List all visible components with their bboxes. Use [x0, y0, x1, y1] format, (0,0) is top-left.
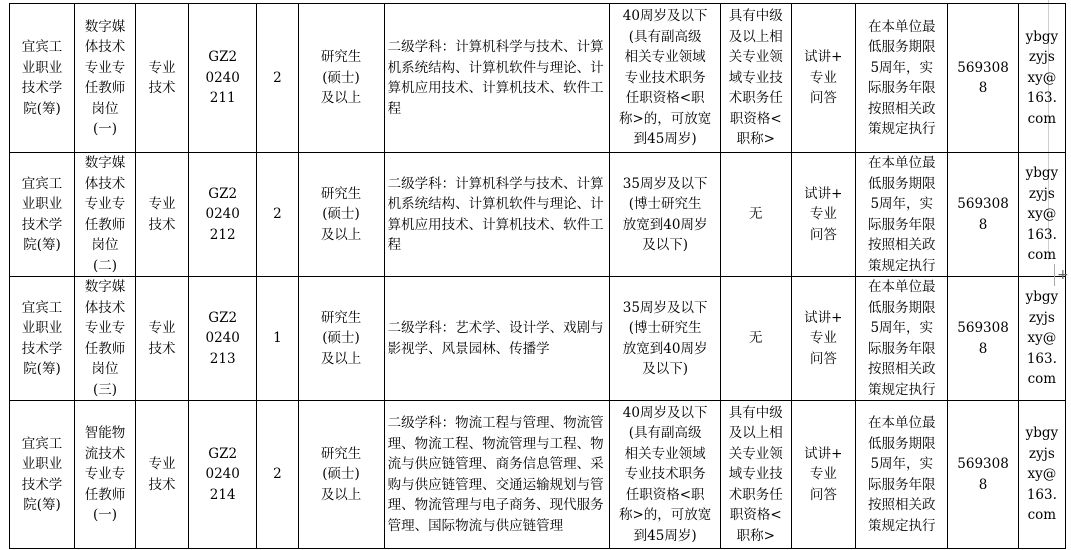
- unit-cell: [10, 401, 75, 549]
- count-cell-text: 2: [273, 206, 282, 223]
- count-cell: [257, 401, 298, 549]
- count-cell-text: 2: [273, 466, 282, 483]
- unit-cell-text: 宜宾工 业职业 技术学 院(筹): [21, 39, 63, 117]
- other-requirement-cell: [856, 401, 948, 549]
- email-cell: [1018, 153, 1065, 277]
- phone-cell: [948, 277, 1018, 401]
- plus-icon[interactable]: +: [1054, 264, 1071, 286]
- email-cell-text: ybgy zyjs xy@ 163. com: [1025, 289, 1059, 388]
- count-cell: [257, 277, 298, 401]
- code-cell-text: GZ2 0240 214: [205, 445, 240, 503]
- category-cell-text: 专业 技术: [148, 320, 176, 357]
- count-cell-text: 2: [273, 69, 282, 86]
- age-cell: [610, 153, 721, 277]
- table-row: [10, 401, 1066, 549]
- education-cell: [298, 401, 384, 549]
- position-cell-text: 数字媒 体技术 专业专 任教师 岗位 (一): [84, 18, 126, 137]
- title-requirement-cell: [721, 277, 792, 401]
- exam-method-cell: [791, 4, 856, 153]
- position-cell-text: 智能物 流技术 专业专 任教师 (一): [84, 425, 126, 524]
- category-cell: [136, 401, 189, 549]
- count-cell: [257, 4, 298, 153]
- code-cell: [188, 4, 256, 153]
- other-requirement-cell: [856, 277, 948, 401]
- other-requirement-cell-text: 在本单位最 低服务期限 5周年，实 际服务年限 按照相关政 策规定执行: [868, 279, 936, 398]
- phone-cell: [948, 401, 1018, 549]
- major-cell: [384, 4, 610, 153]
- unit-cell-text: 宜宾工 业职业 技术学 院(筹): [21, 435, 63, 513]
- age-cell-text: 40周岁及以下 (具有副高级 相关专业领域 专业技术职务 任职资格<职 称>的，可放宽 到45周岁): [618, 404, 712, 544]
- category-cell-text: 专业 技术: [148, 196, 176, 233]
- age-cell: [610, 401, 721, 549]
- email-cell: [1018, 277, 1065, 401]
- unit-cell: [10, 4, 75, 153]
- table-row: [10, 277, 1066, 401]
- exam-method-cell: [791, 277, 856, 401]
- age-cell: [610, 4, 721, 153]
- other-requirement-cell-text: 在本单位最 低服务期限 5周年，实 际服务年限 按照相关政 策规定执行: [868, 18, 936, 137]
- title-requirement-cell-text: 无: [749, 330, 763, 347]
- unit-cell-text: 宜宾工 业职业 技术学 院(筹): [21, 299, 63, 377]
- email-cell-text: ybgy zyjs xy@ 163. com: [1025, 28, 1059, 127]
- code-cell-text: GZ2 0240 211: [205, 49, 240, 107]
- position-cell: [74, 4, 135, 153]
- major-cell-text: 二级学科：艺术学、设计学、戏剧与影视学、风景园林、传播学: [387, 320, 604, 357]
- education-cell: [298, 4, 384, 153]
- title-requirement-cell: [721, 4, 792, 153]
- phone-cell-text: 569308 8: [957, 59, 1009, 96]
- email-cell: [1018, 4, 1065, 153]
- other-requirement-cell: [856, 4, 948, 153]
- title-requirement-cell-text: 具有中级 及以上相 关专业领 域专业技 术职务任 职资格< 职称>: [728, 404, 783, 544]
- phone-cell-text: 569308 8: [957, 196, 1009, 233]
- phone-cell: [948, 153, 1018, 277]
- count-cell-text: 1: [273, 330, 282, 347]
- exam-method-cell-text: 试讲+ 专业 问答: [804, 445, 843, 503]
- age-cell-text: 40周岁及以下 (具有副高级 相关专业领域 专业技术职务 任职资格<职 称>的，可放宽 到45周岁): [618, 8, 712, 148]
- category-cell: [136, 153, 189, 277]
- other-requirement-cell-text: 在本单位最 低服务期限 5周年，实 际服务年限 按照相关政 策规定执行: [868, 155, 936, 274]
- position-cell-text: 数字媒 体技术 专业专 任教师 岗位 (三): [84, 279, 126, 398]
- position-cell: [74, 401, 135, 549]
- position-cell-text: 数字媒 体技术 专业专 任教师 岗位 (二): [84, 155, 126, 274]
- education-cell: [298, 153, 384, 277]
- email-cell-text: ybgy zyjs xy@ 163. com: [1025, 425, 1059, 524]
- unit-cell: [10, 277, 75, 401]
- major-cell-text: 二级学科：计算机科学与技术、计算机系统结构、计算机软件与理论、计算机应用技术、计算机技术、软件工程: [387, 175, 604, 253]
- category-cell-text: 专业 技术: [148, 59, 176, 96]
- table-row: [10, 4, 1066, 153]
- unit-cell: [10, 153, 75, 277]
- education-cell-text: 研究生 (硕士) 及以上: [320, 445, 362, 503]
- education-cell-text: 研究生 (硕士) 及以上: [320, 185, 362, 243]
- table-row: [10, 153, 1066, 277]
- age-cell: [610, 277, 721, 401]
- recruitment-table: [9, 3, 1066, 549]
- major-cell-text: 二级学科：物流工程与管理、物流管理、物流工程、物流管理与工程、物流与供应链管理、商务信息管理、采购与供应链管理、交通运输规划与管理、物流管理与电子商务、现代服务管理、国际物流与供应链管理: [387, 415, 604, 534]
- email-cell-text: ybgy zyjs xy@ 163. com: [1025, 165, 1059, 264]
- major-cell: [384, 277, 610, 401]
- email-cell: [1018, 401, 1065, 549]
- exam-method-cell: [791, 401, 856, 549]
- position-cell: [74, 277, 135, 401]
- other-requirement-cell-text: 在本单位最 低服务期限 5周年，实 际服务年限 按照相关政 策规定执行: [868, 415, 936, 534]
- education-cell: [298, 277, 384, 401]
- category-cell: [136, 4, 189, 153]
- major-cell: [384, 401, 610, 549]
- education-cell-text: 研究生 (硕士) 及以上: [320, 49, 362, 107]
- code-cell: [188, 401, 256, 549]
- title-requirement-cell: [721, 153, 792, 277]
- exam-method-cell-text: 试讲+ 专业 问答: [804, 185, 843, 243]
- code-cell: [188, 153, 256, 277]
- code-cell: [188, 277, 256, 401]
- code-cell-text: GZ2 0240 213: [205, 309, 240, 367]
- exam-method-cell-text: 试讲+ 专业 问答: [804, 309, 843, 367]
- exam-method-cell-text: 试讲+ 专业 问答: [804, 49, 843, 107]
- exam-method-cell: [791, 153, 856, 277]
- unit-cell-text: 宜宾工 业职业 技术学 院(筹): [21, 175, 63, 253]
- title-requirement-cell: [721, 401, 792, 549]
- code-cell-text: GZ2 0240 212: [205, 185, 240, 243]
- position-cell: [74, 153, 135, 277]
- count-cell: [257, 153, 298, 277]
- phone-cell: [948, 4, 1018, 153]
- age-cell-text: 35周岁及以下 (博士研究生 放宽到40周岁 及以下): [622, 299, 708, 377]
- phone-cell-text: 569308 8: [957, 456, 1009, 493]
- phone-cell-text: 569308 8: [957, 320, 1009, 357]
- major-cell: [384, 153, 610, 277]
- title-requirement-cell-text: 具有中级 及以上相 关专业领 域专业技 术职务任 职资格< 职称>: [728, 8, 783, 148]
- category-cell: [136, 277, 189, 401]
- other-requirement-cell: [856, 153, 948, 277]
- major-cell-text: 二级学科：计算机科学与技术、计算机系统结构、计算机软件与理论、计算机应用技术、计算机技术、软件工程: [387, 39, 604, 117]
- age-cell-text: 35周岁及以下 (博士研究生 放宽到40周岁 及以下): [622, 175, 708, 253]
- title-requirement-cell-text: 无: [749, 206, 763, 223]
- category-cell-text: 专业 技术: [148, 456, 176, 493]
- education-cell-text: 研究生 (硕士) 及以上: [320, 309, 362, 367]
